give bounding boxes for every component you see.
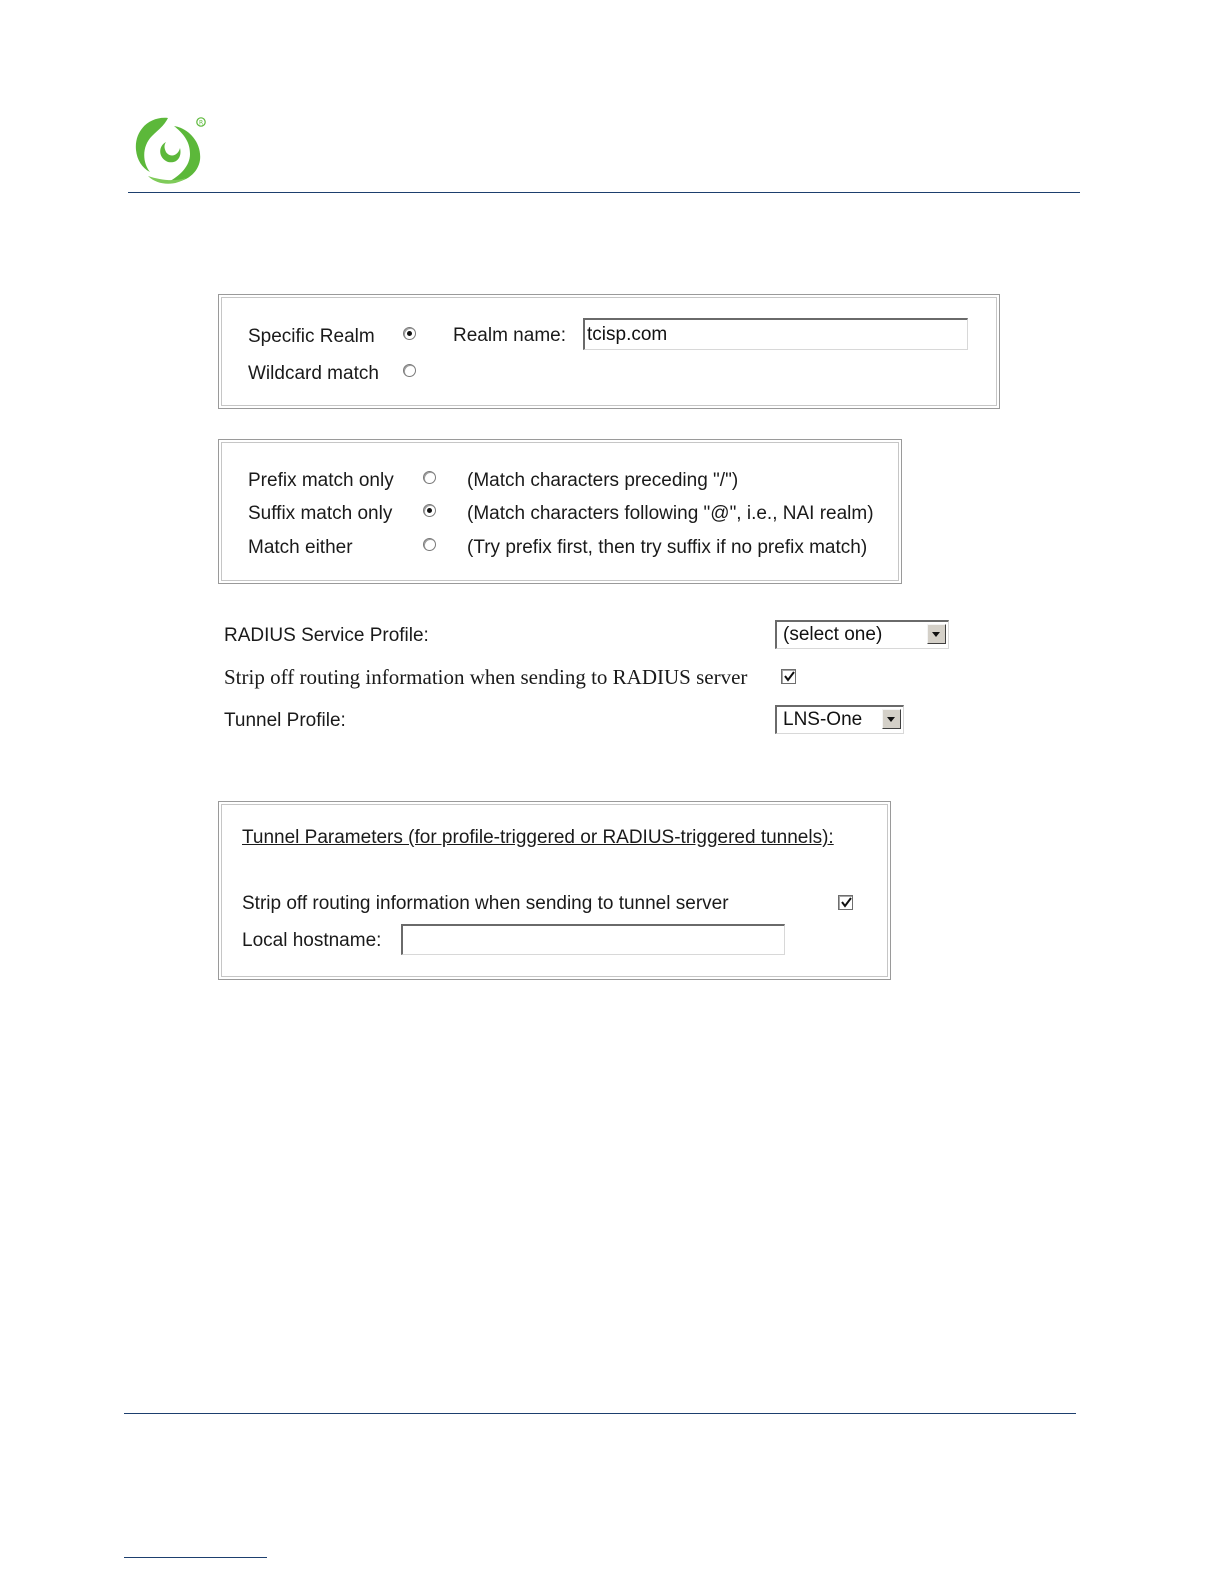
suffix-match-desc: (Match characters following "@", i.e., NAI realm) <box>467 503 874 524</box>
match-either-label: Match either <box>248 537 353 558</box>
footer-divider <box>124 1413 1076 1414</box>
tunnel-profile-label: Tunnel Profile: <box>224 710 346 731</box>
prefix-match-radio[interactable] <box>423 471 436 484</box>
radius-profile-select[interactable] <box>775 620 949 649</box>
prefix-match-desc: (Match characters preceding "/") <box>467 470 739 491</box>
strip-radius-label: Strip off routing information when sending to RADIUS server <box>224 665 748 689</box>
realm-group-box <box>218 294 1000 409</box>
local-hostname-input[interactable] <box>401 924 785 955</box>
chevron-down-icon[interactable] <box>927 624 946 644</box>
footnote-divider <box>124 1557 267 1558</box>
wildcard-match-radio[interactable] <box>403 364 416 377</box>
match-either-desc: (Try prefix first, then try suffix if no prefix match) <box>467 537 868 558</box>
radius-profile-value: (select one) <box>783 624 883 645</box>
specific-realm-radio[interactable] <box>403 327 416 340</box>
prefix-match-label: Prefix match only <box>248 470 394 491</box>
tunnel-params-heading: Tunnel Parameters (for profile-triggered or RADIUS-triggered tunnels): <box>242 827 834 848</box>
company-logo-icon <box>128 112 212 186</box>
wildcard-match-label: Wildcard match <box>248 363 379 384</box>
local-hostname-label: Local hostname: <box>242 930 382 951</box>
radius-profile-label: RADIUS Service Profile: <box>224 625 429 646</box>
strip-tunnel-checkbox[interactable] <box>838 895 853 910</box>
tunnel-profile-value: LNS-One <box>783 709 863 730</box>
suffix-match-label: Suffix match only <box>248 503 393 524</box>
tunnel-profile-select[interactable] <box>775 705 904 734</box>
realm-name-label: Realm name: <box>453 325 566 346</box>
header-divider <box>128 192 1080 193</box>
specific-realm-label: Specific Realm <box>248 326 375 347</box>
realm-name-input[interactable] <box>583 318 968 350</box>
strip-radius-checkbox[interactable] <box>781 669 796 684</box>
svg-text:R: R <box>199 119 204 127</box>
checkmark-icon <box>783 670 796 683</box>
match-either-radio[interactable] <box>423 538 436 551</box>
suffix-match-radio[interactable] <box>423 504 436 517</box>
checkmark-icon <box>840 896 853 909</box>
strip-tunnel-label: Strip off routing information when sending to tunnel server <box>242 893 729 914</box>
chevron-down-icon[interactable] <box>882 709 901 729</box>
